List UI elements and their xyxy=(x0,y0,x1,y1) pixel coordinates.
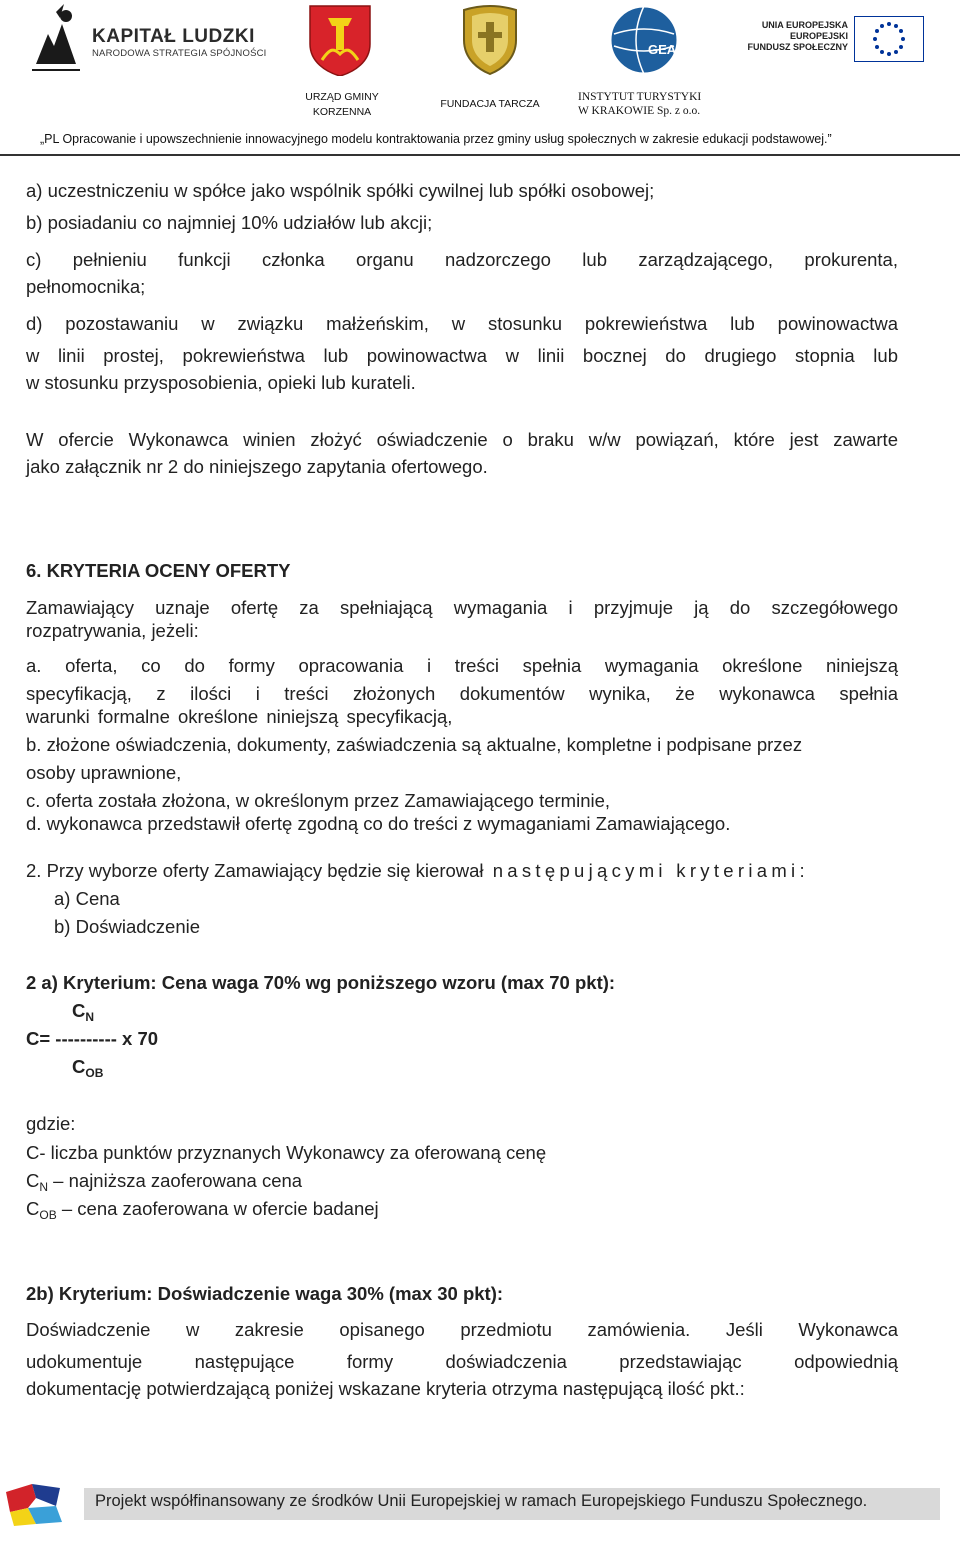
definition-cn-text: – najniższa zaoferowana cena xyxy=(48,1170,303,1191)
footer-puzzle-logo-icon xyxy=(2,1478,68,1528)
formula-numerator-sub: N xyxy=(85,1010,95,1024)
ue-efs-logo xyxy=(740,14,930,64)
definition-cn-c: C xyxy=(26,1170,40,1191)
list-item-d-line-3: w stosunku przysposobienia, opieki lub kurateli. xyxy=(26,372,416,393)
definition-cob-sub: OB xyxy=(39,1208,57,1222)
condition-a-line-1: a. oferta, co do formy opracowania i treści spełnia wymagania określone niniejszą xyxy=(26,655,898,676)
formula-denominator-sub: OB xyxy=(85,1066,104,1080)
instytut-turystyki-label xyxy=(578,90,701,118)
section-6-intro-line-2: rozpatrywania, jeżeli: xyxy=(26,620,199,641)
gea-text: GEA xyxy=(648,42,677,57)
urzad-gminy-label xyxy=(296,90,388,120)
criterion-b: b) Doświadczenie xyxy=(54,916,201,937)
condition-a-line-2: specyfikacją, z ilości i treści złożonych dokumentów wynika, że wykonawca spełnia xyxy=(26,683,898,704)
list-item-b: b) posiadaniu co najmniej 10% udziałów lub akcji; xyxy=(26,212,433,233)
formula-numerator-c: C xyxy=(72,1000,86,1021)
definition-cob-text: – cena zaoferowana w ofercie badanej xyxy=(56,1198,379,1219)
experience-line-1: Doświadczenie w zakresie opisanego przedmiotu zamówienia. Jeśli Wykonawca xyxy=(26,1319,898,1340)
section-6-intro-line-1: Zamawiający uznaje ofertę za spełniającą wymagania i przyjmuje ją do szczegółowego xyxy=(26,597,898,618)
fundacja-tarcza-shield-icon xyxy=(460,4,520,76)
criteria-intro xyxy=(26,860,809,882)
list-item-c-line-1: c) pełnieniu funkcji członka organu nadzorczego lub zarządzającego, prokurenta, xyxy=(26,249,898,270)
formula-line: C= ---------- x 70 xyxy=(26,1028,159,1049)
criterion-a: a) Cena xyxy=(54,888,120,909)
fundacja-tarcza-label: FUNDACJA TARCZA xyxy=(440,98,540,110)
condition-a-line-3: warunki formalne określone niniejszą specyfikacją, xyxy=(26,706,453,727)
eu-flag-icon xyxy=(854,16,924,62)
list-item-d-line-2: w linii prostej, pokrewieństwa lub powinowactwa w linii bocznej do drugiego stopnia lub xyxy=(26,345,898,366)
gea-logo xyxy=(608,4,680,76)
statement-line-2: jako załącznik nr 2 do niniejszego zapytania ofertowego. xyxy=(26,456,488,477)
ue-line-2: EUROPEJSKI xyxy=(789,31,848,41)
where-label: gdzie: xyxy=(26,1113,76,1134)
kapital-ludzki-subtitle: NARODOWA STRATEGIA SPÓJNOŚCI xyxy=(92,48,267,59)
header-divider xyxy=(0,154,960,156)
criteria-intro-prefix: 2. Przy wyborze oferty Zamawiający będzie się kierował xyxy=(26,860,484,881)
instytut-line-1: INSTYTUT TURYSTYKI xyxy=(578,91,702,103)
definition-cob xyxy=(26,1198,379,1222)
list-item-a: a) uczestniczeniu w spółce jako wspólnik spółki cywilnej lub spółki osobowej; xyxy=(26,180,655,201)
definition-cn xyxy=(26,1170,302,1194)
ue-line-1: UNIA EUROPEJSKA xyxy=(761,20,848,30)
condition-d: d. wykonawca przedstawił ofertę zgodną co do treści z wymaganiami Zamawiającego. xyxy=(26,813,731,834)
price-criterion-heading: 2 a) Kryterium: Cena waga 70% wg poniższego wzoru (max 70 pkt): xyxy=(26,972,616,993)
definition-c: C- liczba punktów przyznanych Wykonawcy za oferowaną cenę xyxy=(26,1142,547,1163)
experience-criterion-heading: 2b) Kryterium: Doświadczenie waga 30% (max 30 pkt): xyxy=(26,1283,504,1304)
urzad-gminy-line-2: KORZENNA xyxy=(312,106,372,118)
formula-denominator-c: C xyxy=(72,1056,86,1077)
gea-globe-icon xyxy=(608,4,680,76)
condition-b-line-1: b. złożone oświadczenia, dokumenty, zaświadczenia są aktualne, kompletne i podpisane przez xyxy=(26,734,803,755)
korzenna-coat-of-arms-icon xyxy=(308,4,372,76)
footer-text: Projekt współfinansowany ze środków Unii Europejskiej w ramach Europejskiego Funduszu Społecznego. xyxy=(95,1492,868,1510)
kapital-ludzki-logo xyxy=(30,4,270,76)
urzad-gminy-line-1: URZĄD GMINY xyxy=(305,91,379,103)
formula-numerator xyxy=(72,1000,94,1024)
condition-b-line-2: osoby uprawnione, xyxy=(26,762,182,783)
list-item-d-line-1: d) pozostawaniu w związku małżeńskim, w stosunku pokrewieństwa lub powinowactwa xyxy=(26,313,898,334)
instytut-line-2: W KRAKOWIE Sp. z o.o. xyxy=(578,105,701,117)
experience-line-3: dokumentację potwierdzającą poniżej wskazane kryteria otrzyma następującą ilość pkt.: xyxy=(26,1378,745,1399)
ue-text-block xyxy=(740,20,848,53)
definition-cn-sub: N xyxy=(39,1180,49,1194)
definition-cob-c: C xyxy=(26,1198,40,1219)
experience-line-2: udokumentuje następujące formy doświadczenia przedstawiając odpowiednią xyxy=(26,1351,898,1372)
formula-denominator xyxy=(72,1056,103,1080)
condition-c: c. oferta została złożona, w określonym przez Zamawiającego terminie, xyxy=(26,790,611,811)
ue-line-3: FUNDUSZ SPOŁECZNY xyxy=(747,42,848,52)
statement-line-1: W ofercie Wykonawca winien złożyć oświadczenie o braku w/w powiązań, które jest zawarte xyxy=(26,429,898,450)
kapital-ludzki-emblem-icon xyxy=(30,4,82,72)
project-title: „PL Opracowanie i upowszechnienie innowacyjnego modelu kontraktowania przez gminy usług społecznych w zakresie edukacji podstawowej.” xyxy=(40,132,832,146)
list-item-c-line-2: pełnomocnika; xyxy=(26,276,146,297)
kapital-ludzki-title: KAPITAŁ LUDZKI xyxy=(92,26,255,47)
criteria-intro-spaced: następującymi kryteriami: xyxy=(492,860,809,881)
section-6-heading: 6. KRYTERIA OCENY OFERTY xyxy=(26,560,291,581)
